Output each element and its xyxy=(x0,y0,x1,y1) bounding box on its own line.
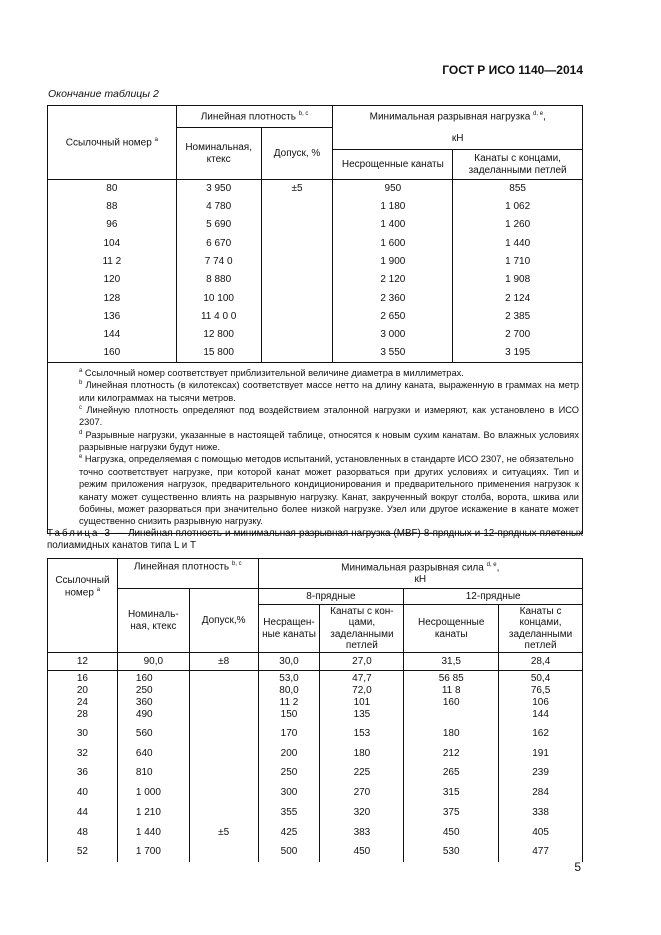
t3-col-8strand-header: 8-прядные xyxy=(258,589,404,605)
cell-spliced8: 450 xyxy=(320,842,404,862)
cell-ref: 88 xyxy=(48,198,177,216)
cell-tolerance: ±8 xyxy=(189,653,258,671)
cell-spliced8: 153 xyxy=(320,724,404,744)
cell-ref: 48 xyxy=(48,822,118,842)
cell-spliced12: 239 xyxy=(499,763,583,783)
cell-spliced12: 28,4 xyxy=(499,653,583,671)
note-c: $^c$ Линейную плотность определяют под воздействием эталонной нагрузки и измеряют, как установлено в ИСО 2307. xyxy=(79,404,579,428)
table-row xyxy=(48,822,583,842)
col-tolerance-header: Допуск, % xyxy=(261,128,333,180)
cell-unspliced8: 200 xyxy=(258,744,320,764)
cell-nominal: 160 250 360 490 xyxy=(117,671,189,725)
cell-tolerance xyxy=(261,344,333,362)
cell-tolerance xyxy=(261,271,333,289)
t3-col-tolerance-header: Допуск,% xyxy=(189,589,258,653)
cell-unspliced12: 180 xyxy=(404,724,499,744)
col-spliced-header: Канаты с концами, заделанными петлей xyxy=(453,150,583,180)
cell-nominal: 5 690 xyxy=(176,216,261,234)
cell-unspliced8: 170 xyxy=(258,724,320,744)
col-ref-header: Ссылочный номер $^a$ xyxy=(48,106,177,180)
cell-nominal: 560 xyxy=(117,724,189,744)
cell-unspliced: 3 550 xyxy=(333,344,453,362)
t3-col-nominal-header: Номиналь-ная, ктекс xyxy=(117,589,189,653)
cell-nominal: 7 74 0 xyxy=(176,253,261,271)
cell-ref: 12 xyxy=(48,653,118,671)
cell-unspliced: 3 000 xyxy=(333,326,453,344)
col-unit-header: кН xyxy=(333,128,583,150)
cell-tolerance xyxy=(189,724,258,744)
table-row xyxy=(48,289,583,307)
cell-spliced: 2 124 xyxy=(453,289,583,307)
cell-tolerance xyxy=(189,763,258,783)
table-row xyxy=(48,744,583,764)
cell-unspliced: 1 180 xyxy=(333,198,453,216)
cell-spliced: 2 700 xyxy=(453,326,583,344)
cell-nominal: 640 xyxy=(117,744,189,764)
cell-nominal: 12 800 xyxy=(176,326,261,344)
cell-tolerance: ±5 xyxy=(189,822,258,842)
table-row xyxy=(48,308,583,326)
t3-col-ref-header: Ссылочный номер $^a$ xyxy=(48,559,118,653)
cell-nominal: 10 100 xyxy=(176,289,261,307)
cell-nominal: 3 950 xyxy=(176,180,261,198)
cell-spliced: 855 xyxy=(453,180,583,198)
t3-col-unspliced8-header: Несращен-ные канаты xyxy=(258,605,320,653)
cell-spliced: 1 710 xyxy=(453,253,583,271)
cell-nominal: 4 780 xyxy=(176,198,261,216)
cell-ref: 104 xyxy=(48,234,177,252)
cell-unspliced: 2 360 xyxy=(333,289,453,307)
cell-ref: 40 xyxy=(48,783,118,803)
table-row xyxy=(48,803,583,823)
cell-unspliced8: 250 xyxy=(258,763,320,783)
cell-spliced12: 477 xyxy=(499,842,583,862)
cell-unspliced: 2 120 xyxy=(333,271,453,289)
cell-spliced: 1 440 xyxy=(453,234,583,252)
cell-spliced8: 47,7 72,0 101 135 xyxy=(320,671,404,725)
table-row xyxy=(48,234,583,252)
table-row-group xyxy=(48,671,583,725)
cell-spliced12: 191 xyxy=(499,744,583,764)
cell-tolerance xyxy=(261,308,333,326)
note-e-continuation: точно соответствует нагрузке, при которой канат может разорваться при других условиях и ситуациях. Тип и режим приложения нагрузок, предварительного кондиционирования и предварительного применения нагрузок к канату может существенно влиять на разрывную нагрузку. Канат, закрученный вокруг столба, ворота, шкива или бобины, может разорваться при значительно более низкой нагрузке. Узел или другое искажение в канате может существенно снизить разрывную нагрузку. xyxy=(79,466,579,527)
cell-spliced12: 50,4 76,5 106 144 xyxy=(499,671,583,725)
note-e: $^e$ Нагрузка, определяемая с помощью методов испытаний, установленных в стандарте ИСО 2307, не обязательно xyxy=(79,454,574,465)
cell-ref: 128 xyxy=(48,289,177,307)
cell-unspliced8: 30,0 xyxy=(258,653,320,671)
cell-spliced8: 180 xyxy=(320,744,404,764)
cell-nominal: 90,0 xyxy=(117,653,189,671)
cell-tolerance xyxy=(261,326,333,344)
cell-unspliced12: 315 xyxy=(404,783,499,803)
cell-unspliced12: 56 85 11 8 160 xyxy=(404,671,499,725)
cell-unspliced12: 265 xyxy=(404,763,499,783)
cell-ref: 144 xyxy=(48,326,177,344)
cell-unspliced8: 500 xyxy=(258,842,320,862)
cell-nominal: 1 440 xyxy=(117,822,189,842)
table-row xyxy=(48,326,583,344)
cell-unspliced12: 450 xyxy=(404,822,499,842)
cell-tolerance xyxy=(189,803,258,823)
cell-ref: 80 xyxy=(48,180,177,198)
cell-nominal: 6 670 xyxy=(176,234,261,252)
cell-ref: 96 xyxy=(48,216,177,234)
cell-ref: 32 xyxy=(48,744,118,764)
cell-nominal: 810 xyxy=(117,763,189,783)
cell-nominal: 15 800 xyxy=(176,344,261,362)
cell-nominal: 1 210 xyxy=(117,803,189,823)
cell-spliced8: 225 xyxy=(320,763,404,783)
t3-col-unspliced12-header: Несрощенные канаты xyxy=(404,605,499,653)
t3-col-spliced8-header: Канаты с кон-цами, заделанными петлей xyxy=(320,605,404,653)
cell-tolerance: ±5 xyxy=(261,180,333,198)
cell-spliced12: 284 xyxy=(499,783,583,803)
cell-tolerance xyxy=(189,842,258,862)
cell-ref: 120 xyxy=(48,271,177,289)
cell-ref: 160 xyxy=(48,344,177,362)
cell-spliced: 1 260 xyxy=(453,216,583,234)
table-row xyxy=(48,198,583,216)
table2-caption: Окончание таблицы 2 xyxy=(48,88,159,100)
cell-ref: 36 xyxy=(48,763,118,783)
cell-nominal: 8 880 xyxy=(176,271,261,289)
cell-nominal: 1 700 xyxy=(117,842,189,862)
table3-caption: Таблица 3 — Линейная плотность и минимальная разрывная нагрузка (MBF) 8-прядных и 12-прядных плетеных полиамидных канатов типа L и T xyxy=(47,528,583,552)
cell-unspliced: 1 600 xyxy=(333,234,453,252)
cell-nominal: 11 4 0 0 xyxy=(176,308,261,326)
cell-ref: 30 xyxy=(48,724,118,744)
cell-unspliced12: 31,5 xyxy=(404,653,499,671)
cell-unspliced: 2 650 xyxy=(333,308,453,326)
cell-tolerance xyxy=(189,671,258,725)
cell-tolerance xyxy=(261,234,333,252)
col-mbf-header: Минимальная разрывная нагрузка $^{d, e}$, xyxy=(333,106,583,128)
col-linear-header: Линейная плотность $^{b, c}$ xyxy=(176,106,333,128)
note-b: $^b$ Линейная плотность (в килотексах) соответствует массе нетто на длину каната, выраженную в граммах на метр или килограммах на тысячи метров. xyxy=(79,380,579,403)
table-row xyxy=(48,253,583,271)
cell-ref: 52 xyxy=(48,842,118,862)
table-row xyxy=(48,842,583,862)
table-row xyxy=(48,344,583,362)
table-2 xyxy=(47,105,583,534)
cell-spliced: 1 908 xyxy=(453,271,583,289)
t3-col-linear-header: Линейная плотность $^{b, c}$ xyxy=(117,559,258,589)
table-row xyxy=(48,653,583,671)
t3-col-spliced12-header: Канаты с концами, заделанными петлей xyxy=(499,605,583,653)
table-row xyxy=(48,271,583,289)
cell-spliced12: 405 xyxy=(499,822,583,842)
cell-nominal: 1 000 xyxy=(117,783,189,803)
cell-unspliced: 1 400 xyxy=(333,216,453,234)
cell-tolerance xyxy=(189,744,258,764)
table-row xyxy=(48,180,583,198)
page-number: 5 xyxy=(574,860,581,874)
cell-unspliced8: 355 xyxy=(258,803,320,823)
cell-spliced8: 320 xyxy=(320,803,404,823)
cell-spliced: 3 195 xyxy=(453,344,583,362)
cell-ref: 16 20 24 28 xyxy=(48,671,118,725)
standard-header: ГОСТ Р ИСО 1140—2014 xyxy=(442,63,583,77)
cell-spliced: 1 062 xyxy=(453,198,583,216)
cell-spliced8: 270 xyxy=(320,783,404,803)
cell-unspliced12: 212 xyxy=(404,744,499,764)
table-row xyxy=(48,783,583,803)
cell-unspliced: 950 xyxy=(333,180,453,198)
cell-spliced8: 27,0 xyxy=(320,653,404,671)
note-a: $^a$ Ссылочный номер соответствует приблизительной величине диаметра в миллиметрах. xyxy=(79,367,464,378)
cell-tolerance xyxy=(261,289,333,307)
cell-ref: 11 2 xyxy=(48,253,177,271)
cell-ref: 136 xyxy=(48,308,177,326)
cell-tolerance xyxy=(261,198,333,216)
cell-spliced12: 162 xyxy=(499,724,583,744)
col-nominal-header: Номинальная, ктекс xyxy=(176,128,261,180)
cell-spliced: 2 385 xyxy=(453,308,583,326)
cell-tolerance xyxy=(261,216,333,234)
table-3 xyxy=(47,558,583,862)
table-row xyxy=(48,724,583,744)
cell-ref: 44 xyxy=(48,803,118,823)
col-unspliced-header: Несрощенные канаты xyxy=(333,150,453,180)
cell-spliced12: 338 xyxy=(499,803,583,823)
cell-spliced8: 383 xyxy=(320,822,404,842)
cell-tolerance xyxy=(189,783,258,803)
t3-col-mbf-header: Минимальная разрывная сила $^{d, e}$, кН xyxy=(258,559,582,589)
table-row xyxy=(48,763,583,783)
cell-unspliced: 1 900 xyxy=(333,253,453,271)
note-d: $^d$ Разрывные нагрузки, указанные в настоящей таблице, относятся к новым сухим канатам. Во влажных условиях разрывные нагрузки будут ниже. xyxy=(79,429,579,453)
cell-unspliced8: 53,0 80,0 11 2 150 xyxy=(258,671,320,725)
cell-unspliced8: 425 xyxy=(258,822,320,842)
cell-unspliced12: 530 xyxy=(404,842,499,862)
t3-col-12strand-header: 12-прядные xyxy=(404,589,583,605)
table-row xyxy=(48,216,583,234)
cell-unspliced8: 300 xyxy=(258,783,320,803)
cell-unspliced12: 375 xyxy=(404,803,499,823)
table2-notes xyxy=(48,362,583,533)
cell-tolerance xyxy=(261,253,333,271)
